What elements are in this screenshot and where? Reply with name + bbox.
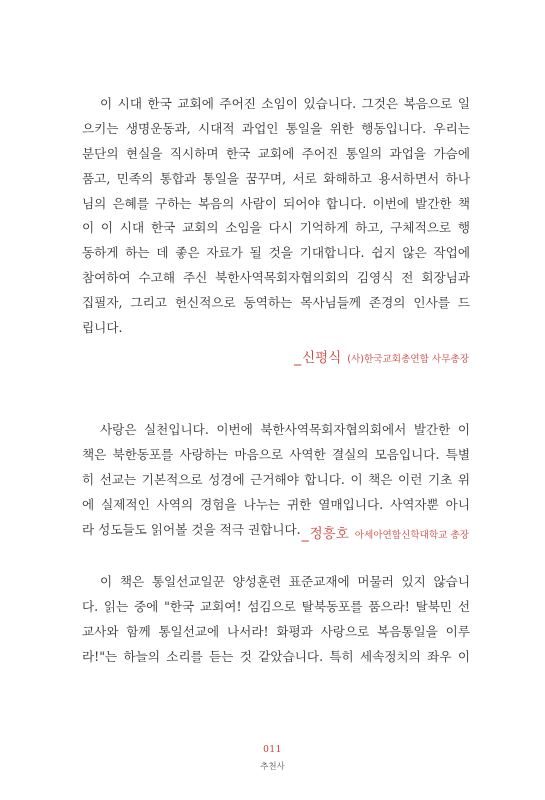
paragraph-line: 참여하여 수고해 주신 북한사역목회자협의회의 김영식 전 회장님과 [82,270,470,286]
paragraph-line: 으키는 생명운동과, 시대적 과업인 통일을 위한 행동입니다. 우리는 [82,120,470,136]
paragraph-line: 이 책은 통일선교일꾼 양성훈련 표준교재에 머물러 있지 않습니 [100,574,470,589]
paragraph-line: 사랑은 실천입니다. 이번에 북한사역목회자협의회에서 발간한 이 [100,422,470,437]
paragraph-line: 히 선교는 기본적으로 성경에 근거해야 합니다. 이 책은 이런 기초 위 [82,471,470,487]
signature-name: 신평식 [302,350,342,366]
signature-name: 정흥호 [309,526,349,542]
recommendation-paragraph-1 [82,92,470,341]
signature-1 [294,346,469,366]
paragraph-line: 님의 은혜를 구하는 복음의 사람이 되어야 합니다. 이번에 발간한 책 [82,195,470,211]
signature-2 [302,522,469,542]
signature-title: 아세아연합신학대학교 총장 [354,530,469,541]
paragraph-line: 라!"는 하늘의 소리를 듣는 것 같았습니다. 특히 세속정치의 좌우 이 [82,648,470,664]
signature-dash: _ [294,350,302,366]
paragraph-line: 립니다. [82,320,123,336]
paragraph-line: 교사와 함께 통일선교에 나서라! 화평과 사랑으로 복음통일을 이루 [82,623,470,639]
paragraph-line: 이 시대 한국 교회에 주어진 소임이 있습니다. 그것은 복음으로 일 [100,96,470,111]
paragraph-line: 집필자, 그리고 헌신적으로 동역하는 목사님들께 존경의 인사를 드 [82,295,470,311]
paragraph-line: 라 성도들도 읽어볼 것을 적극 권합니다. [82,521,301,537]
paragraph-line: 다. 읽는 중에 "한국 교회여! 섬김으로 탈북동포를 품으라! 탈북민 선 [82,598,470,614]
paragraph-line: 분단의 현실을 직시하며 한국 교회에 주어진 통일의 과업을 가슴에 [82,145,470,161]
recommendation-paragraph-3 [82,570,470,670]
paragraph-line: 품고, 민족의 통합과 통일을 꿈꾸며, 서로 화해하고 용서하면서 하나 [82,170,470,186]
section-title: 추천사 [260,762,285,772]
paragraph-line: 에 실제적인 사역의 경험을 나누는 귀한 열매입니다. 사역자뿐 아니 [82,496,470,512]
signature-title: (사)한국교회총연합 사무총장 [347,354,469,365]
paragraph-line: 동하게 하는 데 좋은 자료가 될 것을 기대합니다. 쉽지 않은 작업에 [82,245,470,261]
signature-dash: _ [301,526,309,542]
page-number: 011 [263,745,282,755]
paragraph-line: 이 이 시대 한국 교회의 소임을 다시 기억하게 하고, 구체적으로 행 [82,220,470,236]
paragraph-line: 책은 북한동포를 사랑하는 마음으로 사역한 결실의 모음입니다. 특별 [82,446,470,462]
